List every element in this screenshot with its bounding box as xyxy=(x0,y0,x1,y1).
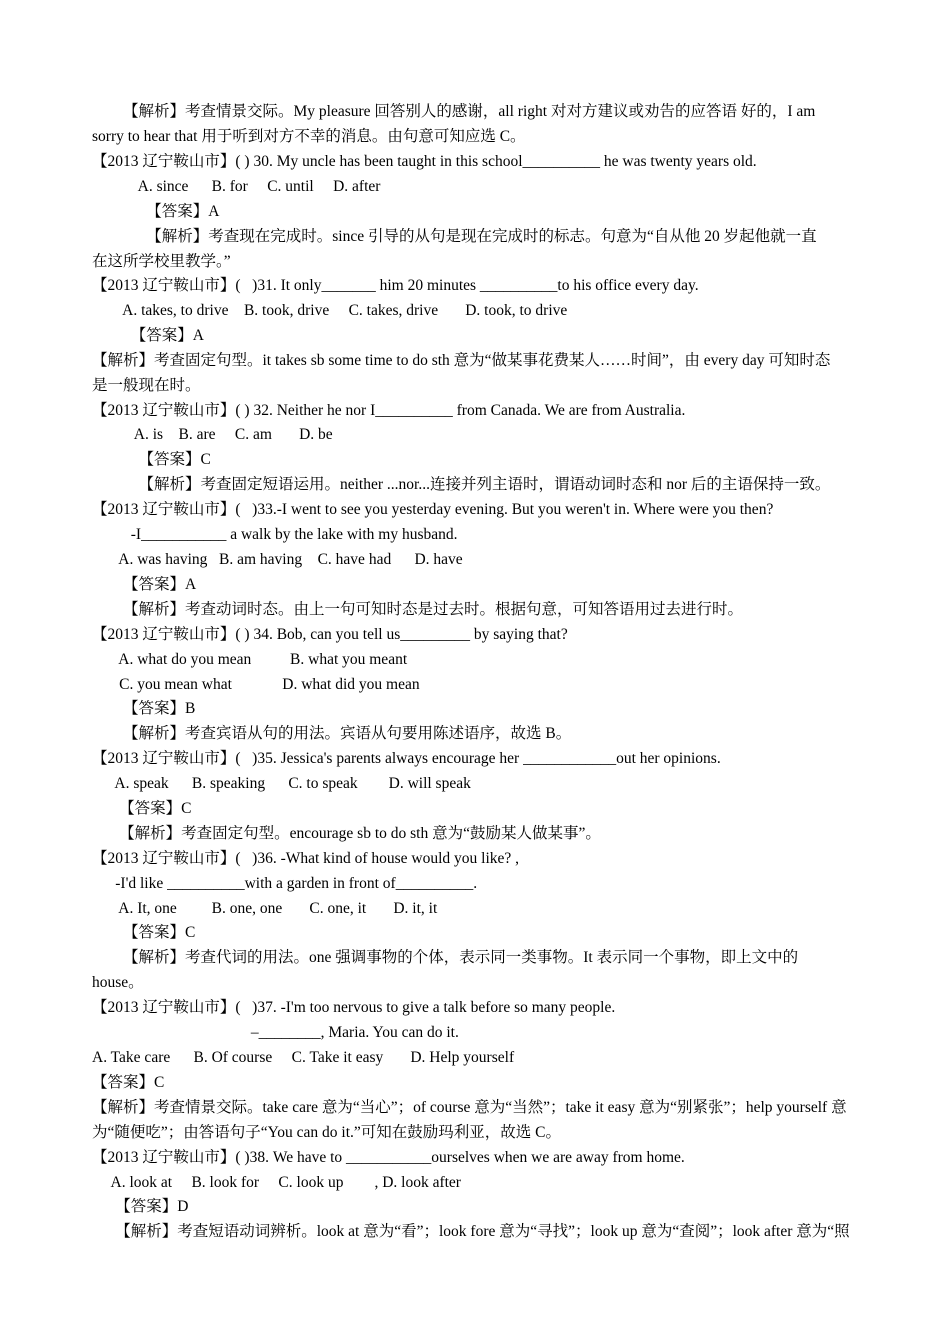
text-line: 【2013 辽宁鞍山市】( ) 32. Neither he nor I__________ from Canada. We are from Australia. xyxy=(92,402,686,419)
text-line: A. look at B. look for C. look up , D. look after xyxy=(92,1174,461,1191)
text-line: 【答案】A xyxy=(92,203,220,220)
text-line: 【答案】B xyxy=(92,700,196,717)
text-line: 【解析】考查固定短语运用。neither ...nor...连接并列主语时，谓语动词时态和 nor 后的主语保持一致。 xyxy=(92,476,831,493)
text-line: 【答案】A xyxy=(92,327,204,344)
text-line: 是一般现在时。 xyxy=(92,377,201,394)
text-line: 【答案】C xyxy=(92,800,192,817)
text-line: 【解析】考查固定句型。it takes sb some time to do sth 意为“做某事花费某人……时间”，由 every day 可知时态 xyxy=(92,352,831,369)
text-line: 【2013 辽宁鞍山市】( ) 30. My uncle has been taught in this school__________ he was twenty years old. xyxy=(92,153,757,170)
text-line: A. what do you mean B. what you meant xyxy=(92,651,408,668)
text-line: A. It, one B. one, one C. one, it D. it, it xyxy=(92,900,438,917)
text-line: sorry to hear that 用于听到对方不幸的消息。由句意可知应选 C。 xyxy=(92,128,526,145)
text-line: 【答案】C xyxy=(92,451,211,468)
text-line: A. Take care B. Of course C. Take it easy D. Help yourself xyxy=(92,1049,515,1066)
text-line: 【2013 辽宁鞍山市】( ) 34. Bob, can you tell us_________ by saying that? xyxy=(92,626,568,643)
text-line: 【2013 辽宁鞍山市】( )35. Jessica's parents always encourage her ____________out her opinions. xyxy=(92,750,721,767)
text-line: 【答案】C xyxy=(92,1074,165,1091)
text-line: 【解析】考查固定句型。encourage sb to do sth 意为“鼓励某人做某事”。 xyxy=(92,825,601,842)
text-line: A. takes, to drive B. took, drive C. takes, drive D. took, to drive xyxy=(92,302,568,319)
text-line: C. you mean what D. what did you mean xyxy=(92,676,420,693)
text-line: house。 xyxy=(92,974,144,991)
text-line: 【解析】考查情景交际。take care 意为“当心”；of course 意为“当然”；take it easy 意为“别紧张”；help yourself 意 xyxy=(92,1099,847,1116)
text-line: 【解析】考查宾语从句的用法。宾语从句要用陈述语序，故选 B。 xyxy=(92,725,572,742)
text-line: 【解析】考查短语动词辨析。look at 意为“看”；look fore 意为“寻找”；look up 意为“查阅”；look after 意为“照 xyxy=(92,1223,850,1240)
text-line: 【2013 辽宁鞍山市】( )33.-I went to see you yesterday evening. But you weren't in. Where were you then? xyxy=(92,501,774,518)
text-line: A. is B. are C. am D. be xyxy=(92,426,333,443)
text-line: –________, Maria. You can do it. xyxy=(92,1024,459,1041)
text-line: A. since B. for C. until D. after xyxy=(92,178,381,195)
text-line: A. speak B. speaking C. to speak D. will speak xyxy=(92,775,471,792)
text-line: 【2013 辽宁鞍山市】( )37. -I'm too nervous to give a talk before so many people. xyxy=(92,999,616,1016)
text-line: 为“随便吃”；由答语句子“You can do it.”可知在鼓励玛利亚，故选 C。 xyxy=(92,1124,561,1141)
text-line: 【答案】D xyxy=(92,1198,189,1215)
text-line: 【2013 辽宁鞍山市】( )31. It only_______ him 20 minutes __________to his office every day. xyxy=(92,277,699,294)
text-line: 【2013 辽宁鞍山市】( )36. -What kind of house would you like? , xyxy=(92,850,520,867)
text-line: 【解析】考查情景交际。My pleasure 回答别人的感谢，all right 对对方建议或劝告的应答语 好的，I am xyxy=(92,103,816,120)
text-line: 【2013 辽宁鞍山市】( )38. We have to ___________ourselves when we are away from home. xyxy=(92,1149,685,1166)
text-line: 【解析】考查动词时态。由上一句可知时态是过去时。根据句意，可知答语用过去进行时。 xyxy=(92,601,744,618)
text-line: 【解析】考查代词的用法。one 强调事物的个体，表示同一类事物。It 表示同一个事物，即上文中的 xyxy=(92,949,799,966)
text-line: 【解析】考查现在完成时。since 引导的从句是现在完成时的标志。句意为“自从他 20 岁起他就一直 xyxy=(92,228,817,245)
text-line: 【答案】C xyxy=(92,924,196,941)
text-line: -I___________ a walk by the lake with my husband. xyxy=(92,526,458,543)
text-line: A. was having B. am having C. have had D. have xyxy=(92,551,463,568)
text-line: -I'd like __________with a garden in front of__________. xyxy=(92,875,478,892)
text-line: 【答案】A xyxy=(92,576,197,593)
text-line: 在这所学校里教学。” xyxy=(92,253,231,270)
